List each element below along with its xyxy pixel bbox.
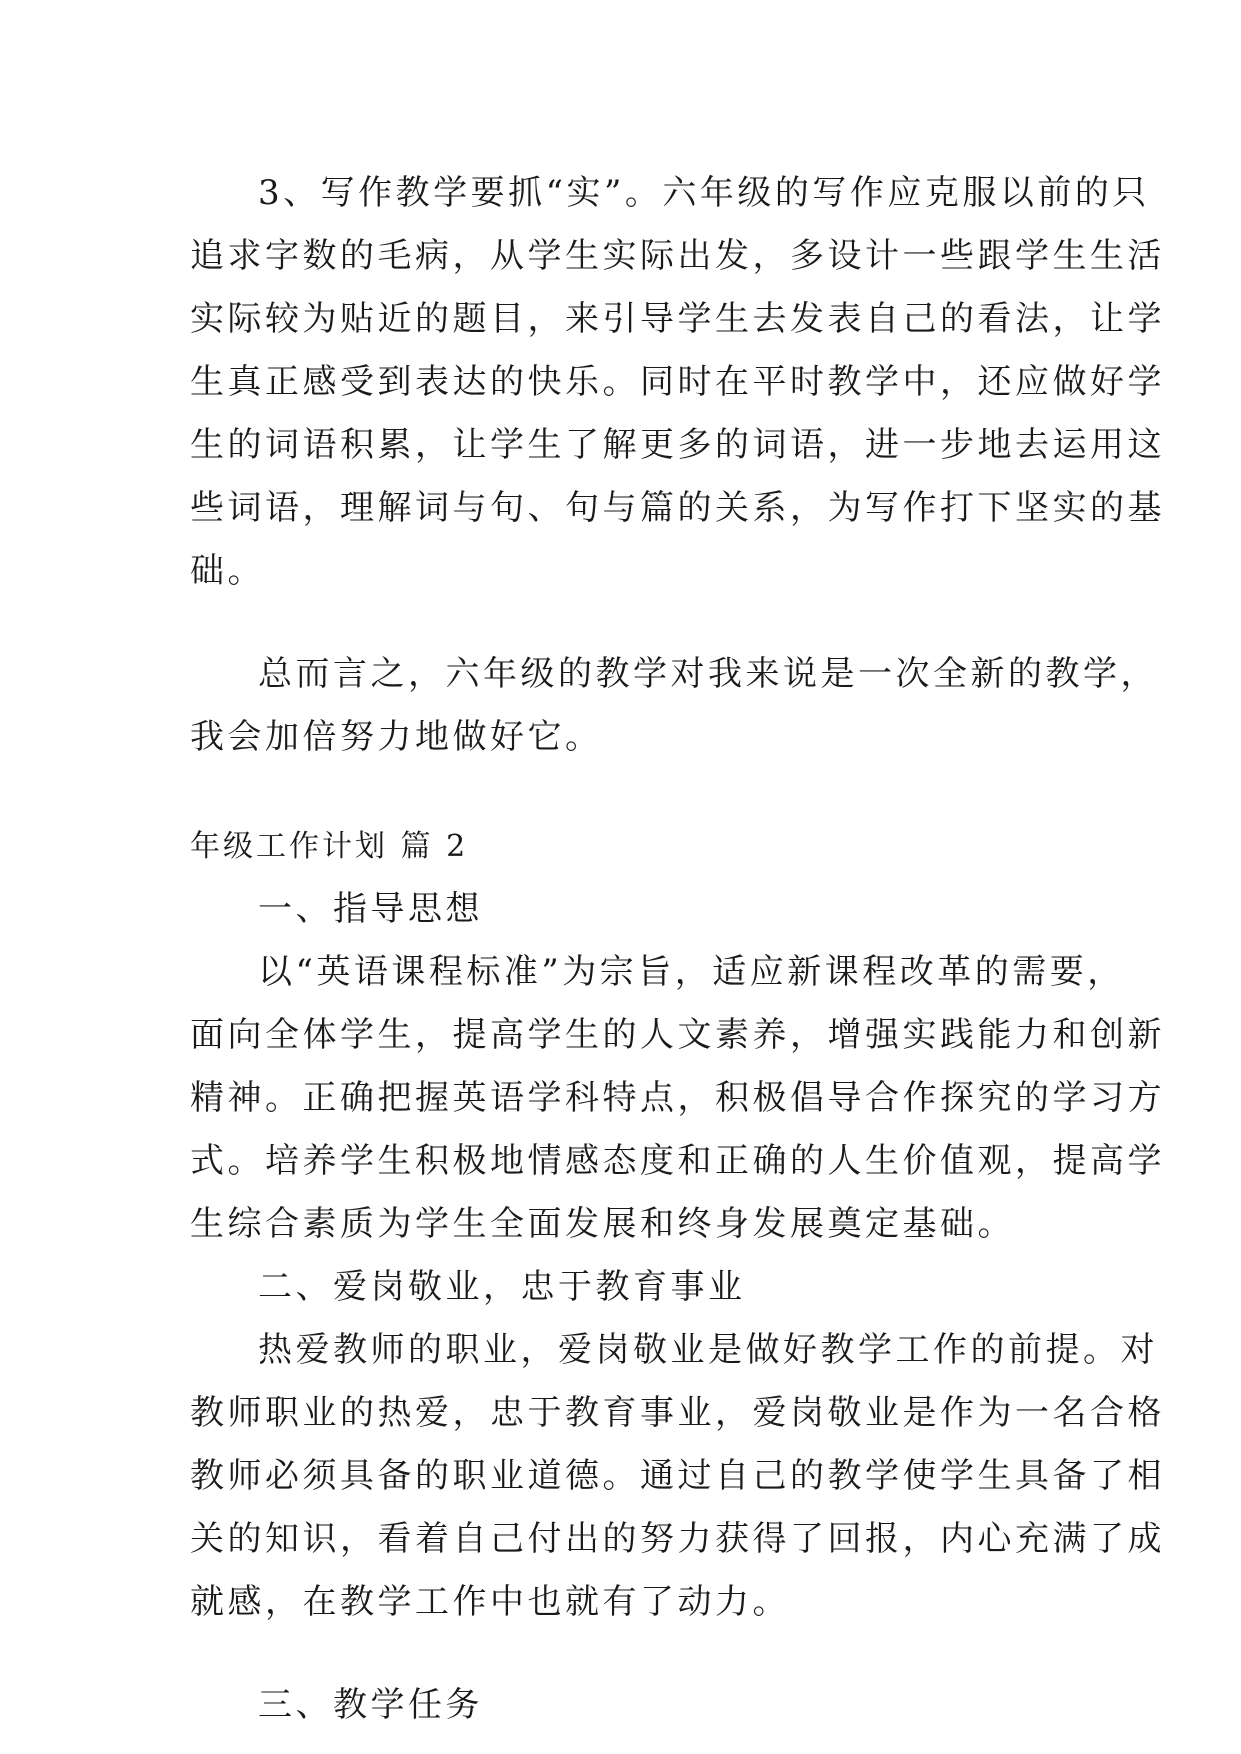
text-line: 生的词语积累，让学生了解更多的词语，进一步地去运用这 [190, 425, 1165, 465]
text-line: 3、写作教学要抓“实”。六年级的写作应克服以前的只 [258, 173, 1150, 213]
paragraph-spacer [190, 1634, 1070, 1674]
heading-dedication: 二、爱岗敬业，忠于教育事业 [258, 1267, 746, 1307]
heading-guiding-ideology: 一、指导思想 [258, 889, 483, 929]
text-line: 就感，在教学工作中也就有了动力。 [190, 1582, 790, 1622]
text-line: 热爱教师的职业，爱岗敬业是做好教学工作的前提。对 [258, 1330, 1158, 1370]
text-line: 教师必须具备的职业道德。通过自己的教学使学生具备了相 [190, 1456, 1165, 1496]
text-line: 生综合素质为学生全面发展和终身发展奠定基础。 [190, 1204, 1015, 1244]
paragraph-spacer [190, 603, 1070, 643]
paragraph-guiding-ideology [190, 941, 1165, 1256]
document-body [190, 162, 1165, 1737]
section-title: 年级工作计划 篇 2 [190, 829, 469, 864]
paragraph-writing-teaching [190, 162, 1165, 603]
heading-teaching-tasks: 三、教学任务 [258, 1685, 483, 1725]
text-line: 我会加倍努力地做好它。 [190, 717, 603, 757]
text-line: 教师职业的热爱，忠于教育事业，爱岗敬业是作为一名合格 [190, 1393, 1165, 1433]
text-line: 关的知识，看着自己付出的努力获得了回报，内心充满了成 [190, 1519, 1165, 1559]
text-line: 追求字数的毛病，从学生实际出发，多设计一些跟学生生活 [190, 236, 1165, 276]
text-line: 实际较为贴近的题目，来引导学生去发表自己的看法，让学 [190, 299, 1165, 339]
text-line: 生真正感受到表达的快乐。同时在平时教学中，还应做好学 [190, 362, 1165, 402]
paragraph-dedication [190, 1319, 1165, 1634]
text-line: 式。培养学生积极地情感态度和正确的人生价值观，提高学 [190, 1141, 1165, 1181]
text-line: 础。 [190, 551, 265, 591]
text-line: 总而言之，六年级的教学对我来说是一次全新的教学， [258, 654, 1158, 694]
paragraph-conclusion [190, 643, 1158, 769]
text-line: 些词语，理解词与句、句与篇的关系，为写作打下坚实的基 [190, 488, 1165, 528]
section-spacer [190, 769, 1070, 815]
text-line: 面向全体学生，提高学生的人文素养，增强实践能力和创新 [190, 1015, 1165, 1055]
text-line: 精神。正确把握英语学科特点，积极倡导合作探究的学习方 [190, 1078, 1165, 1118]
text-line: 以“英语课程标准”为宗旨，适应新课程改革的需要， [258, 952, 1125, 992]
